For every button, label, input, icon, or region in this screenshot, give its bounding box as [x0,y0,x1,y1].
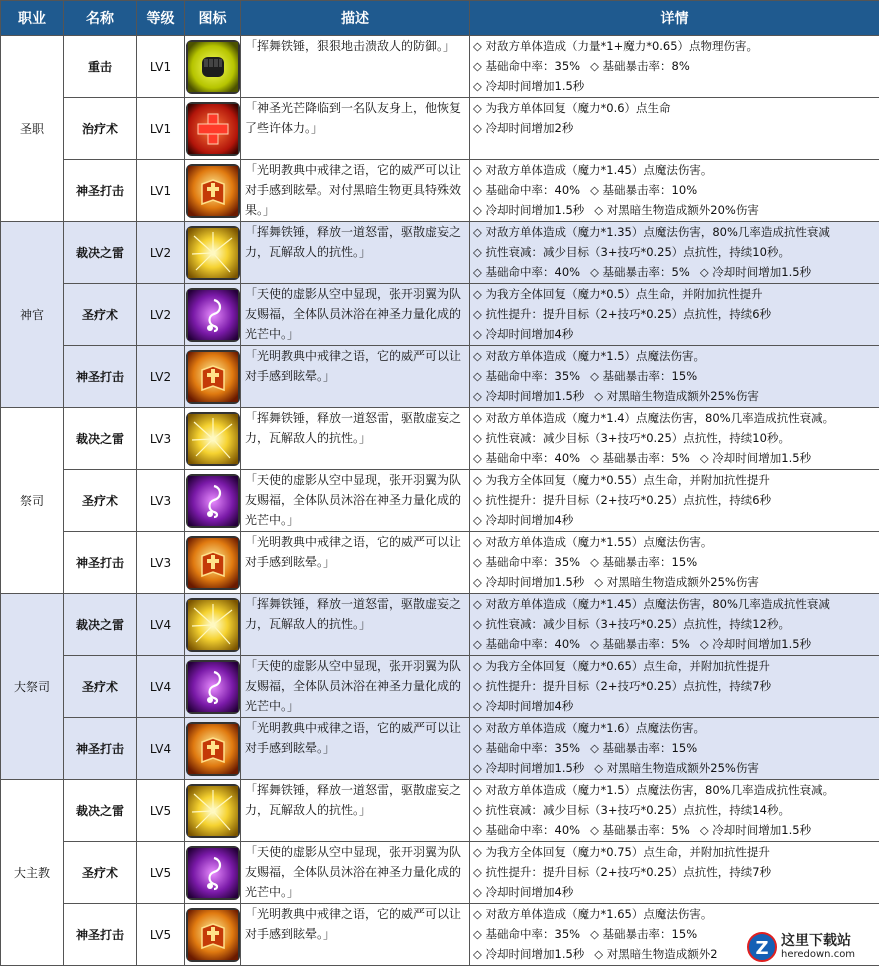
detail-line [473,36,879,56]
lightning-burst-icon [186,784,240,838]
skill-level-cell: LV4 [137,718,185,780]
detail-item: ◇ 基础暴击率：15% [590,369,698,383]
detail-item: ◇ 抗性提升：提升目标（2+技巧*0.25）点抗性，持续6秒 [473,493,772,507]
skill-description-cell: 「光明教典中戒律之语，它的威严可以让对手感到眩晕。」 [241,532,470,594]
skill-name-cell: 神圣打击 [64,160,137,222]
detail-item: ◇ 冷却时间增加1.5秒 [473,79,585,93]
detail-item: ◇ 对黑暗生物造成额外25%伤害 [594,575,759,589]
skill-name-cell: 神圣打击 [64,904,137,966]
detail-item: ◇ 基础命中率：40% [473,823,581,837]
table-row [1,408,879,470]
detail-line [473,98,879,118]
detail-item: ◇ 为我方单体回复（魔力*0.6）点生命 [473,101,671,115]
skill-detail-cell [470,532,879,594]
music-note-icon [186,288,240,342]
detail-line [473,304,879,324]
detail-item: ◇ 对敌方单体造成（魔力*1.55）点魔法伤害。 [473,535,713,549]
detail-item: ◇ 冷却时间增加1.5秒 [699,823,812,837]
skill-name-cell: 裁决之雷 [64,222,137,284]
table-header-row [1,1,879,36]
skill-level-cell: LV4 [137,594,185,656]
detail-item: ◇ 冷却时间增加4秒 [473,513,574,527]
skill-description-cell: 「挥舞铁锤，狠狠地击溃敌人的防御。」 [241,36,470,98]
table-row [1,160,879,222]
detail-item: ◇ 对敌方单体造成（力量*1+魔力*0.65）点物理伤害。 [473,39,759,53]
skill-name-cell: 裁决之雷 [64,594,137,656]
detail-item: ◇ 对黑暗生物造成额外25%伤害 [594,389,759,403]
skill-icon-cell [185,904,241,966]
skill-level-cell: LV1 [137,36,185,98]
detail-item: ◇ 基础命中率：40% [473,183,581,197]
detail-item: ◇ 抗性衰减：减少目标（3+技巧*0.25）点抗性，持续12秒。 [473,617,790,631]
skill-level-cell: LV1 [137,160,185,222]
detail-line [473,842,879,862]
skill-description-cell: 「天使的虚影从空中显现，张开羽翼为队友赐福，全体队员沐浴在神圣力量化成的光芒中。」 [241,284,470,346]
lightning-burst-icon [186,598,240,652]
detail-line [473,780,879,800]
watermark-main-text: 这里下载站 [781,933,851,949]
table-row [1,346,879,408]
detail-line [473,634,879,654]
skill-name-cell: 神圣打击 [64,532,137,594]
detail-line [473,262,879,282]
skill-detail-cell [470,842,879,904]
holy-book-icon [186,908,240,962]
holy-book-icon [186,722,240,776]
skill-name-cell: 重击 [64,36,137,98]
detail-item: ◇ 基础暴击率：5% [590,823,690,837]
skill-description-cell: 「天使的虚影从空中显现，张开羽翼为队友赐福，全体队员沐浴在神圣力量化成的光芒中。」 [241,470,470,532]
skill-name-cell: 圣疗术 [64,656,137,718]
detail-line [473,656,879,676]
detail-item: ◇ 冷却时间增加4秒 [473,885,574,899]
skill-table-body [1,36,879,966]
skill-name-cell: 神圣打击 [64,718,137,780]
skill-icon-cell [185,36,241,98]
skill-name-cell: 圣疗术 [64,284,137,346]
detail-item: ◇ 对敌方单体造成（魔力*1.4）点魔法伤害，80%几率造成抗性衰减。 [473,411,835,425]
watermark-logo [747,931,875,963]
detail-item: ◇ 抗性提升：提升目标（2+技巧*0.25）点抗性，持续7秒 [473,865,772,879]
detail-line [473,408,879,428]
table-row [1,470,879,532]
skill-detail-cell [470,718,879,780]
detail-item: ◇ 基础命中率：35% [473,369,581,383]
lightning-burst-icon [186,412,240,466]
header-detail: 详情 [470,1,879,36]
detail-line [473,718,879,738]
skill-detail-cell [470,408,879,470]
detail-item: ◇ 对黑暗生物造成额外25%伤害 [594,761,759,775]
detail-item: ◇ 抗性提升：提升目标（2+技巧*0.25）点抗性，持续7秒 [473,679,772,693]
skill-level-cell: LV5 [137,842,185,904]
red-cross-icon [186,102,240,156]
skill-name-cell: 治疗术 [64,98,137,160]
detail-item: ◇ 基础暴击率：5% [590,451,690,465]
skill-icon-cell [185,656,241,718]
detail-line [473,222,879,242]
detail-line [473,324,879,344]
skill-level-cell: LV3 [137,408,185,470]
detail-item: ◇ 为我方全体回复（魔力*0.55）点生命，并附加抗性提升 [473,473,770,487]
skill-level-cell: LV1 [137,98,185,160]
detail-item: ◇ 冷却时间增加1.5秒 [473,575,585,589]
fist-icon [186,40,240,94]
detail-item: ◇ 对敌方单体造成（魔力*1.35）点魔法伤害，80%几率造成抗性衰减 [473,225,830,239]
skill-icon-cell [185,594,241,656]
table-row [1,594,879,656]
detail-line [473,366,879,386]
header-desc: 描述 [241,1,470,36]
skill-icon-cell [185,408,241,470]
detail-line [473,552,879,572]
detail-item: ◇ 冷却时间增加4秒 [473,327,574,341]
detail-line [473,118,879,138]
header-icon: 图标 [185,1,241,36]
detail-item: ◇ 基础暴击率：15% [590,927,698,941]
detail-line [473,904,879,924]
job-cell: 大祭司 [1,594,64,780]
table-row [1,222,879,284]
detail-item: ◇ 冷却时间增加4秒 [473,699,574,713]
table-row [1,780,879,842]
detail-line [473,862,879,882]
detail-item: ◇ 基础命中率：40% [473,265,581,279]
detail-item: ◇ 抗性衰减：减少目标（3+技巧*0.25）点抗性，持续10秒。 [473,245,790,259]
detail-item: ◇ 对敌方单体造成（魔力*1.6）点魔法伤害。 [473,721,706,735]
skill-icon-cell [185,532,241,594]
holy-book-icon [186,350,240,404]
detail-line [473,428,879,448]
skill-icon-cell [185,346,241,408]
skill-name-cell: 神圣打击 [64,346,137,408]
music-note-icon [186,474,240,528]
skill-level-cell: LV3 [137,532,185,594]
detail-item: ◇ 冷却时间增加1.5秒 [699,451,812,465]
job-cell: 圣职 [1,36,64,222]
skill-detail-cell [470,780,879,842]
detail-line [473,738,879,758]
skill-description-cell: 「神圣光芒降临到一名队友身上，他恢复了些许体力。」 [241,98,470,160]
holy-book-icon [186,164,240,218]
skill-name-cell: 裁决之雷 [64,408,137,470]
skill-description-cell: 「挥舞铁锤，释放一道怒雷，驱散虚妄之力，瓦解敌人的抗性。」 [241,780,470,842]
skill-detail-cell [470,98,879,160]
music-note-icon [186,846,240,900]
detail-item: ◇ 基础暴击率：5% [590,265,690,279]
detail-item: ◇ 对敌方单体造成（魔力*1.65）点魔法伤害。 [473,907,713,921]
skill-icon-cell [185,98,241,160]
detail-item: ◇ 对敌方单体造成（魔力*1.5）点魔法伤害，80%几率造成抗性衰减。 [473,783,835,797]
detail-line [473,532,879,552]
detail-item: ◇ 对黑暗生物造成额外2 [594,947,718,961]
header-level: 等级 [137,1,185,36]
detail-item: ◇ 抗性提升：提升目标（2+技巧*0.25）点抗性，持续6秒 [473,307,772,321]
detail-item: ◇ 基础暴击率：15% [590,555,698,569]
detail-line [473,386,879,406]
table-row [1,656,879,718]
skill-icon-cell [185,222,241,284]
table-row [1,532,879,594]
detail-line [473,820,879,840]
skill-description-cell: 「光明教典中戒律之语，它的威严可以让对手感到眩晕。」 [241,346,470,408]
lightning-burst-icon [186,226,240,280]
detail-line [473,614,879,634]
table-row [1,284,879,346]
skill-description-cell: 「挥舞铁锤，释放一道怒雷，驱散虚妄之力，瓦解敌人的抗性。」 [241,594,470,656]
detail-line [473,758,879,778]
skill-description-cell: 「光明教典中戒律之语，它的威严可以让对手感到眩晕。」 [241,904,470,966]
skill-name-cell: 裁决之雷 [64,780,137,842]
detail-item: ◇ 基础命中率：40% [473,637,581,651]
table-row [1,718,879,780]
music-note-icon [186,660,240,714]
detail-item: ◇ 为我方全体回复（魔力*0.5）点生命，并附加抗性提升 [473,287,763,301]
detail-line [473,346,879,366]
detail-item: ◇ 基础暴击率：5% [590,637,690,651]
detail-item: ◇ 基础暴击率：8% [590,59,690,73]
detail-line [473,470,879,490]
header-name: 名称 [64,1,137,36]
skill-level-cell: LV2 [137,346,185,408]
skill-detail-cell [470,222,879,284]
skill-description-cell: 「光明教典中戒律之语，它的威严可以让对手感到眩晕。」 [241,718,470,780]
watermark-sub-text: heredown.com [781,949,856,960]
detail-line [473,76,879,96]
table-row [1,98,879,160]
table-row [1,36,879,98]
header-job: 职业 [1,1,64,36]
skill-level-cell: LV4 [137,656,185,718]
detail-item: ◇ 基础暴击率：10% [590,183,698,197]
detail-line [473,200,879,220]
skill-description-cell: 「天使的虚影从空中显现，张开羽翼为队友赐福，全体队员沐浴在神圣力量化成的光芒中。」 [241,842,470,904]
detail-item: ◇ 对敌方单体造成（魔力*1.45）点魔法伤害，80%几率造成抗性衰减 [473,597,830,611]
detail-line [473,56,879,76]
detail-line [473,696,879,716]
job-cell: 大主教 [1,780,64,966]
detail-item: ◇ 基础命中率：40% [473,451,581,465]
skill-description-cell: 「天使的虚影从空中显现，张开羽翼为队友赐福，全体队员沐浴在神圣力量化成的光芒中。」 [241,656,470,718]
watermark-badge: Z [747,932,777,962]
detail-line [473,572,879,592]
skill-detail-cell [470,36,879,98]
skill-icon-cell [185,718,241,780]
skill-level-cell: LV5 [137,904,185,966]
table-row [1,842,879,904]
skill-name-cell: 圣疗术 [64,842,137,904]
skill-detail-cell [470,284,879,346]
skill-detail-cell [470,470,879,532]
skill-icon-cell [185,780,241,842]
detail-item: ◇ 冷却时间增加1.5秒 [473,947,585,961]
skill-description-cell: 「挥舞铁锤，释放一道怒雷，驱散虚妄之力，瓦解敌人的抗性。」 [241,222,470,284]
holy-book-icon [186,536,240,590]
skill-icon-cell [185,284,241,346]
detail-line [473,594,879,614]
detail-item: ◇ 基础命中率：35% [473,927,581,941]
detail-line [473,490,879,510]
detail-item: ◇ 冷却时间增加1.5秒 [473,761,585,775]
job-cell: 祭司 [1,408,64,594]
detail-item: ◇ 对黑暗生物造成额外20%伤害 [594,203,759,217]
detail-line [473,448,879,468]
skill-detail-cell [470,594,879,656]
detail-item: ◇ 基础暴击率：15% [590,741,698,755]
detail-item: ◇ 为我方全体回复（魔力*0.75）点生命，并附加抗性提升 [473,845,770,859]
skill-level-cell: LV3 [137,470,185,532]
detail-item: ◇ 冷却时间增加1.5秒 [699,265,812,279]
skill-detail-cell [470,656,879,718]
detail-item: ◇ 对敌方单体造成（魔力*1.45）点魔法伤害。 [473,163,713,177]
detail-line [473,180,879,200]
detail-item: ◇ 基础命中率：35% [473,555,581,569]
detail-line [473,676,879,696]
skill-level-cell: LV2 [137,284,185,346]
detail-item: ◇ 基础命中率：35% [473,741,581,755]
detail-item: ◇ 抗性衰减：减少目标（3+技巧*0.25）点抗性，持续14秒。 [473,803,790,817]
detail-item: ◇ 冷却时间增加1.5秒 [473,389,585,403]
skill-description-cell: 「挥舞铁锤，释放一道怒雷，驱散虚妄之力，瓦解敌人的抗性。」 [241,408,470,470]
detail-line [473,284,879,304]
skill-level-cell: LV5 [137,780,185,842]
detail-item: ◇ 冷却时间增加1.5秒 [699,637,812,651]
detail-line [473,882,879,902]
detail-line [473,242,879,262]
detail-item: ◇ 基础命中率：35% [473,59,581,73]
detail-line [473,510,879,530]
skill-detail-cell [470,160,879,222]
skill-name-cell: 圣疗术 [64,470,137,532]
skill-icon-cell [185,470,241,532]
detail-line [473,160,879,180]
detail-item: ◇ 冷却时间增加1.5秒 [473,203,585,217]
job-cell: 神官 [1,222,64,408]
detail-item: ◇ 为我方全体回复（魔力*0.65）点生命，并附加抗性提升 [473,659,770,673]
skill-icon-cell [185,160,241,222]
detail-item: ◇ 抗性衰减：减少目标（3+技巧*0.25）点抗性，持续10秒。 [473,431,790,445]
skill-description-cell: 「光明教典中戒律之语，它的威严可以让对手感到眩晕。对付黑暗生物更具特殊效果。」 [241,160,470,222]
detail-item: ◇ 对敌方单体造成（魔力*1.5）点魔法伤害。 [473,349,706,363]
skill-level-cell: LV2 [137,222,185,284]
detail-line [473,800,879,820]
detail-item: ◇ 冷却时间增加2秒 [473,121,574,135]
skill-detail-cell [470,346,879,408]
skill-icon-cell [185,842,241,904]
